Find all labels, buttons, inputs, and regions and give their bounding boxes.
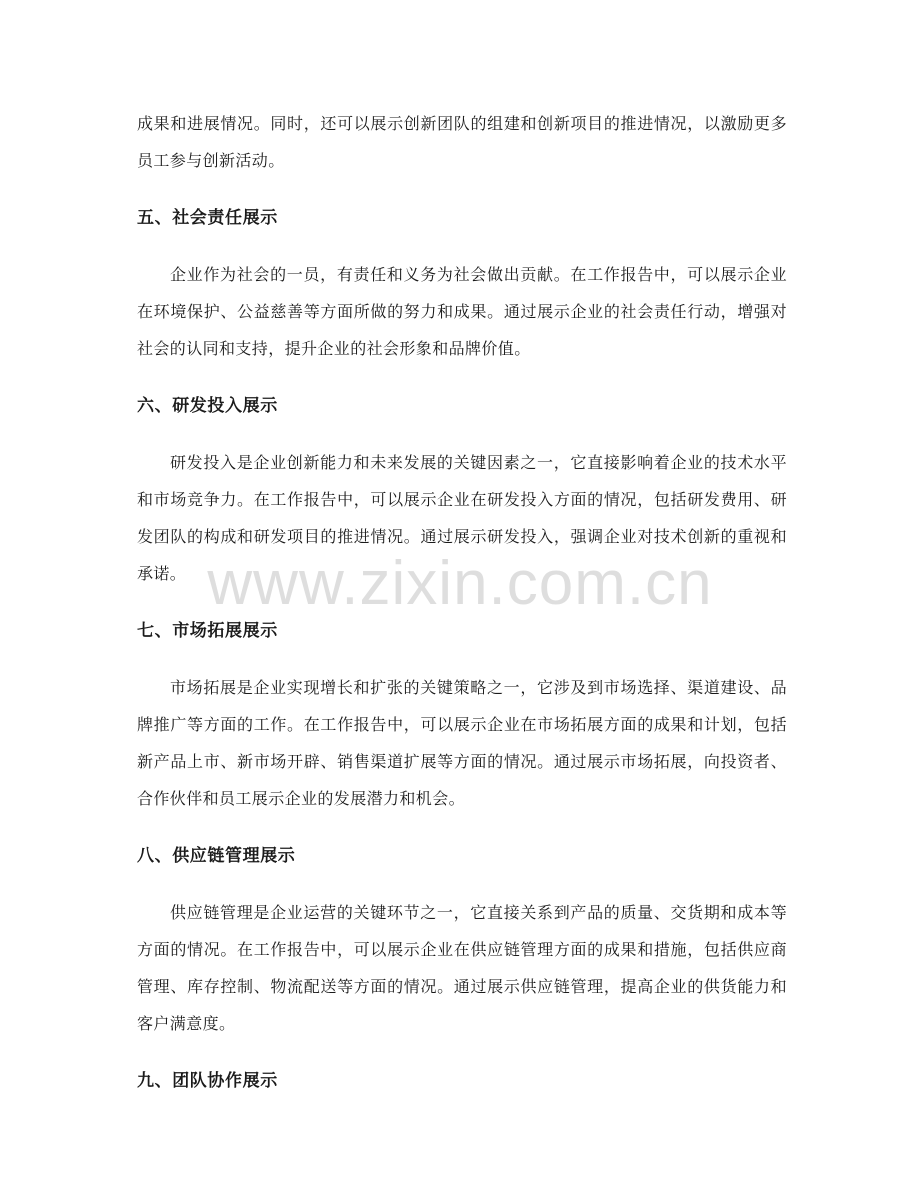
section-body-6: 研发投入是企业创新能力和未来发展的关键因素之一，它直接影响着企业的技术水平和市场竞争力。在工作报告中，可以展示企业在研发投入方面的情况，包括研发费用、研发团队的构成和研发项目的推进情况。通过展示研发投入，强调企业对技术创新的重视和承诺。 xyxy=(137,453,787,583)
section-heading-8: 八、供应链管理展示 xyxy=(137,846,296,866)
watermark-text: www.zixin.com.cn xyxy=(207,549,713,618)
section-body-8: 供应链管理是企业运营的关键环节之一，它直接关系到产品的质量、交货期和成本等方面的情况。在工作报告中，可以展示企业在供应链管理方面的成果和措施，包括供应商管理、库存控制、物流配送等方面的情况。通过展示供应链管理，提高企业的供货能力和客户满意度。 xyxy=(137,903,787,1033)
section-heading-5: 五、社会责任展示 xyxy=(137,208,278,228)
intro-paragraph: 成果和进展情况。同时，还可以展示创新团队的组建和创新项目的推进情况，以激励更多员工参与创新活动。 xyxy=(137,114,787,170)
section-heading-7: 七、市场拓展展示 xyxy=(137,621,278,641)
section-body-5: 企业作为社会的一员，有责任和义务为社会做出贡献。在工作报告中，可以展示企业在环境保护、公益慈善等方面所做的努力和成果。通过展示企业的社会责任行动，增强对社会的认同和支持，提升企业的社会形象和品牌价值。 xyxy=(137,265,787,358)
section-heading-9: 九、团队协作展示 xyxy=(137,1071,278,1091)
section-heading-6: 六、研发投入展示 xyxy=(137,396,278,416)
document-content xyxy=(137,105,787,1093)
section-body-7: 市场拓展是企业实现增长和扩张的关键策略之一，它涉及到市场选择、渠道建设、品牌推广等方面的工作。在工作报告中，可以展示企业在市场拓展方面的成果和计划，包括新产品上市、新市场开辟、销售渠道扩展等方面的情况。通过展示市场拓展，向投资者、合作伙伴和员工展示企业的发展潜力和机会。 xyxy=(137,678,787,808)
